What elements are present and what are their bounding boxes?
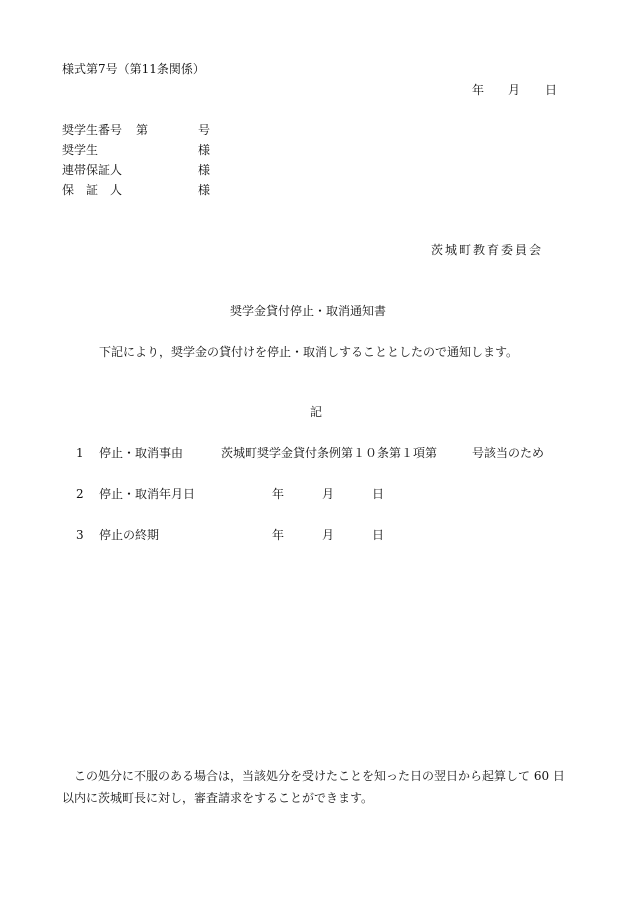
intro-text: 下記により，奨学金の貸付けを停止・取消しすることとしたので通知します。 [99,345,519,359]
date-month: 月 [508,83,521,97]
document-title: 奨学金貸付停止・取消通知書 [230,304,387,318]
item-label: 停止の終期 [99,528,160,542]
joint-guarantor-label: 連帯保証人 [62,163,123,177]
student-number-dai: 第 [136,123,149,137]
item-number: 2 [76,487,84,501]
date-year: 年 [472,83,485,97]
item-year: 年 [272,528,285,542]
item-month: 月 [322,487,335,501]
appeal-notice-line: この処分に不服のある場合は，当該処分を受けたことを知った日の翌日から起算して 60 日 [74,769,565,783]
item-label: 停止・取消事由 [99,446,184,460]
issuer: 茨城町教育委員会 [431,243,544,257]
date-day: 日 [545,83,558,97]
joint-guarantor-honorific: 様 [198,163,211,177]
item-number: 3 [76,528,84,542]
student-number-go: 号 [198,123,211,137]
student-honorific: 様 [198,143,211,157]
item-day: 日 [372,487,385,501]
student-label: 奨学生 [62,143,99,157]
guarantor-honorific: 様 [198,183,211,197]
item-value: 茨城町奨学金貸付条例第１０条第１項第 [221,446,438,460]
appeal-notice [62,765,577,809]
appeal-notice-line: 以内に茨城町長に対し，審査請求をすることができます。 [62,791,374,805]
student-number-label: 奨学生番号 [62,123,123,137]
guarantor-label: 保 証 人 [62,183,123,197]
ki-heading: 記 [310,405,323,419]
item-suffix: 号該当のため [472,446,545,460]
item-label: 停止・取消年月日 [99,487,196,501]
item-month: 月 [322,528,335,542]
item-day: 日 [372,528,385,542]
item-year: 年 [272,487,285,501]
form-number: 様式第7号（第11条関係） [62,62,205,76]
item-number: 1 [76,446,84,460]
